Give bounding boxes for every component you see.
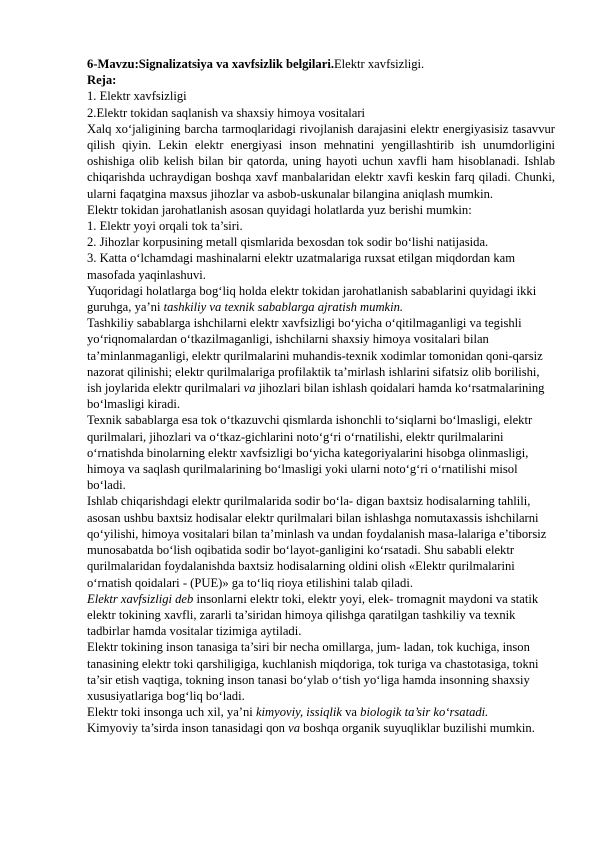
paragraph-effects-italic-1: kimyoviy, issiqlik xyxy=(255,705,342,720)
paragraph-organizational-tail: jihozlari bilan ishlash qoidalari hamda ko‘rsatmalarining bo‘lmasligi kiradi. xyxy=(87,381,545,412)
case-item: 2. Jihozlar korpusining metall qismlarida bexosdan tok sodir bo‘lishi natijasida. xyxy=(87,235,489,250)
paragraph-definition-text: insonlarni elektr toki, elektr yoyi, elek- tromagnit maydoni va statik elektr tokining xavfli, zararli ta’siridan himoya qilishga qaratilgan tashkiliy va texnik tadbirlar hamda vositalar tizimiga aytiladi. xyxy=(87,591,539,639)
paragraph-organizational xyxy=(87,315,555,412)
paragraph-effects-italic-2: biologik ta’sir ko‘rsatadi. xyxy=(360,705,489,720)
paragraph-chemical-text: Kimyoviy ta’sirda inson tanasidagi qon xyxy=(87,721,289,736)
title-topic: 6-Mavzu:Signalizatsiya va xavfsizlik belgilari. xyxy=(87,57,334,71)
paragraph-factors: Elektr tokining inson tanasiga ta’siri bir necha omillarga, jum- ladan, tok kuchiga, inson tanasining elektr toki qarshiligiga, kuchlanish miqdoriga, tok turiga va chastotasiga, tokni ta’sir etish vaqtiga, tokning inson tanasi bo‘ylab o‘tish yo‘liga hamda insonning shaxsiy xususiyatlariga bog‘liq bo‘ladi. xyxy=(87,640,539,703)
plan-item: 2.Elektr tokidan saqlanish va shaxsiy himoya vositalari xyxy=(87,105,366,120)
paragraph-definition xyxy=(87,591,555,640)
paragraph-chemical xyxy=(87,720,555,736)
paragraph-causes-italic: tashkiliy va texnik sabablarga ajratish mumkin. xyxy=(163,300,404,315)
paragraph-definition-term: Elektr xavfsizligi deb xyxy=(87,591,194,606)
paragraph-chemical-tail: boshqa organik suyuqliklar buzilishi mumkin. xyxy=(300,721,535,736)
paragraph-technical: Texnik sabablarga esa tok o‘tkazuvchi qismlarda ishonchli to‘siqlarni bo‘lmasligi, elektr qurilmalari, jihozlari va o‘tkaz-gichlarini noto‘g‘ri o‘rnatilishi, elektr qurilmalarini o‘rnatishda binolarning elektr xavfsizligi bo‘yicha kategoriyalarini hisobga olinmasligi, himoya va saqlash qurilmalarining bo‘lmasligi yoki ularni noto‘g‘ri o‘rnatilishi misol bo‘ladi. xyxy=(87,413,533,493)
paragraph-organizational-italic: va xyxy=(243,381,256,396)
paragraph-causes xyxy=(87,283,555,315)
paragraph-organizational-text: Tashkiliy sabablarga ishchilarni elektr xavfsizligi bo‘yicha o‘qitilmaganligi va tegishli yo‘riqnomalardan o‘tkazilmaganligi, ishchilarni shaxsiy himoya vositalari bilan ta’minlanmaganligi, elektr qurilmalarini muhandis-texnik xodimlar tomonidan qoni-qarsiz nazorat qilinishi; elektr qurilmalariga profilaktik ta’mirlash ishlarini sifatsiz olib borilishi, ish joylarida elektr qurilmalari xyxy=(87,316,543,396)
plan-label: Reja: xyxy=(87,73,117,88)
case-item: 1. Elektr yoyi orqali tok ta’siri. xyxy=(87,219,243,234)
paragraph-intro: Xalq xo‘jaligining barcha tarmoqlaridagi rivojlanish darajasini elektr energiyasisiz tasavvur qilish qiyin. Lekin elektr energiyasi inson mehnatini yengillashtirib ish unumdorligini oshishiga olib kelish bilan bir qatorda, uning hayoti uchun xavfli ham hisoblanadi. Ishlab chiqarishda uchraydigan boshqa xavf manbalaridan elektr xavfi keskin farq qiladi. Chunki, ularni faqatgina maxsus jihozlar va asbob-uskunalar bilangina aniqlash mumkin. xyxy=(87,121,555,201)
document-title xyxy=(87,56,555,72)
title-subject: Elektr xavfsizligi. xyxy=(333,57,425,71)
document-page xyxy=(87,56,555,737)
paragraph-effects xyxy=(87,704,555,720)
plan-item: 1. Elektr xavfsizligi xyxy=(87,89,187,104)
paragraph-effects-mid: va xyxy=(341,705,361,720)
paragraph-accidents: Ishlab chiqarishdagi elektr qurilmalarida sodir bo‘la- digan baxtsiz hodisalarning tahlili, asosan ushbu baxtsiz hodisalar elektr qurilmalari bilan ishlashga nomutaxassis ishchilarni qo‘yilishi, himoya vositalari bilan ta’minlash va undan foydalanish masa-lalariga e’tiborsiz munosabatda bo‘lish oqibatida sodir bo‘layot-ganligini ko‘rsatadi. Shu sababli elektr qurilmalaridan foydalanishda baxtsiz hodisalarning oldini olish «Elektr qurilmalarini o‘rnatish qoidalari - (PUE)» ga to‘liq rioya etilishini talab qiladi. xyxy=(87,494,547,590)
case-item: 3. Katta o‘lchamdagi mashinalarni elektr uzatmalariga ruxsat etilgan miqdordan kam masofada yaqinlashuvi. xyxy=(87,251,516,282)
paragraph-chemical-italic: va xyxy=(288,721,301,736)
paragraph-causes-text: Yuqoridagi holatlarga bog‘liq holda elektr tokidan jarohatlanish sabablarini quyidagi ikki guruhga, ya’ni xyxy=(87,283,537,315)
paragraph-cases-lead: Elektr tokidan jarohatlanish asosan quyidagi holatlarda yuz berishi mumkin: xyxy=(87,202,472,217)
paragraph-effects-text: Elektr toki insonga uch xil, ya’ni xyxy=(87,705,256,720)
